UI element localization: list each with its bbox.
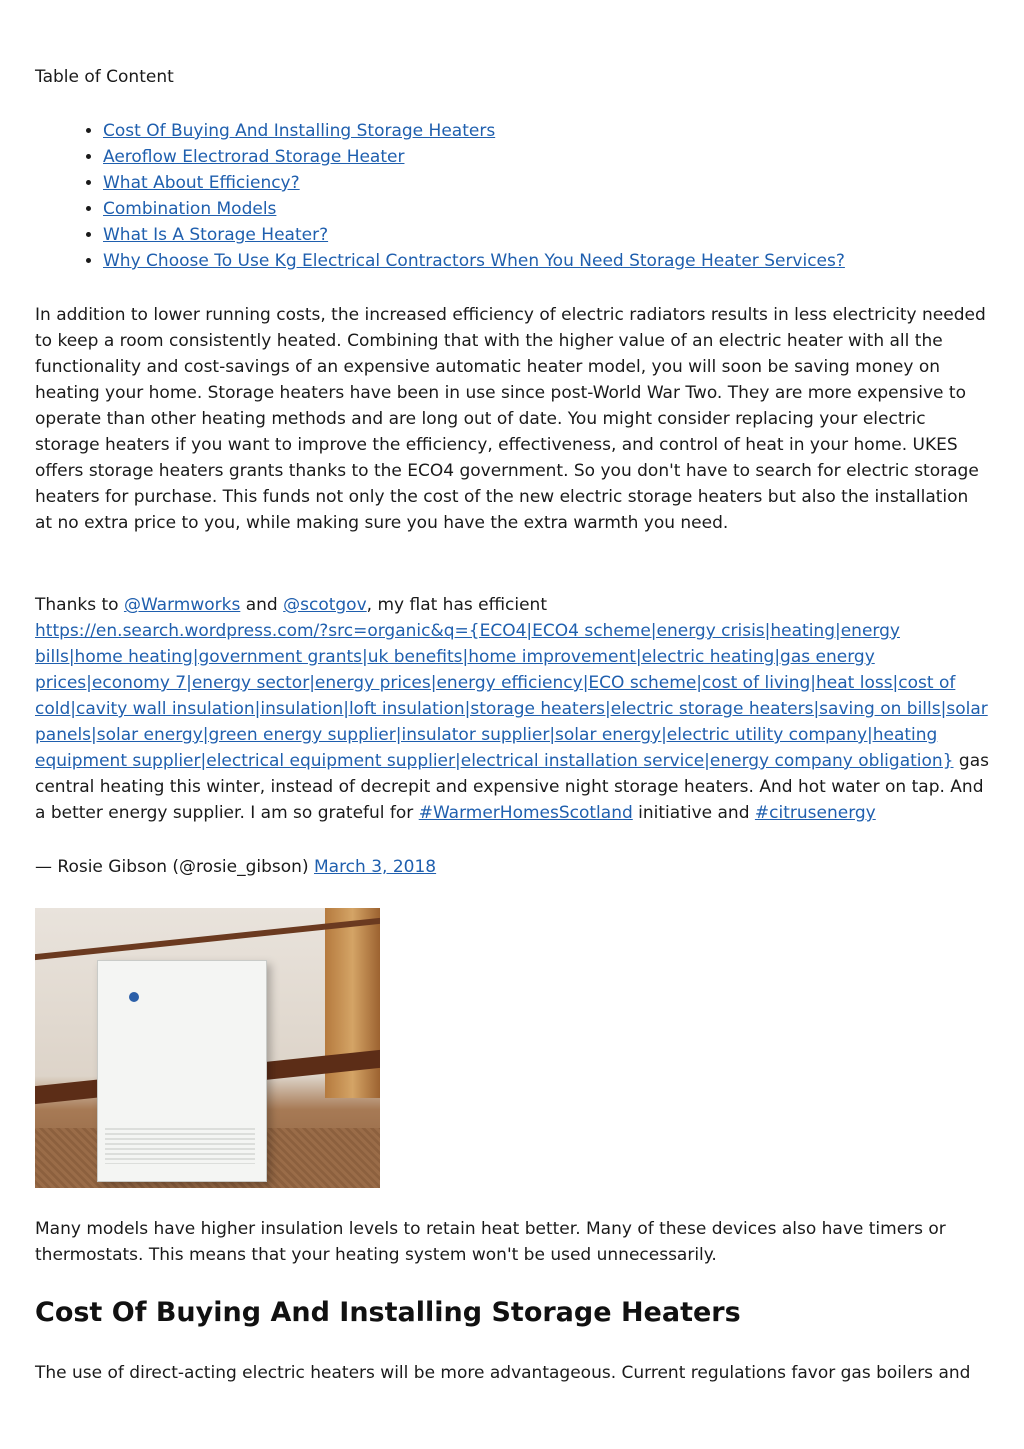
toc-item — [103, 144, 989, 170]
tweet-signature — [35, 854, 989, 880]
toc-item — [103, 222, 989, 248]
hashtag-citrusenergy-link[interactable]: #citrusenergy — [754, 803, 876, 823]
toc-title: Table of Content — [35, 67, 174, 87]
toc-item — [103, 248, 989, 274]
tweet-text: initiative and — [632, 803, 755, 823]
tweet-text: and — [240, 595, 284, 615]
toc-link-combination-models[interactable]: Combination Models — [103, 199, 277, 219]
heater-grill — [105, 1128, 255, 1164]
tweet-text: Thanks to — [35, 595, 124, 615]
embedded-tweet — [35, 592, 989, 826]
storage-heater-photo — [35, 908, 380, 1188]
toc-link-cost-of-buying[interactable]: Cost Of Buying And Installing Storage Heaters — [103, 121, 496, 141]
toc-link-aeroflow[interactable]: Aeroflow Electrorad Storage Heater — [103, 147, 405, 167]
hashtag-warmerhomesscotland-link[interactable]: #WarmerHomesScotland — [418, 803, 633, 823]
insulation-paragraph: Many models have higher insulation levels to retain heat better. Many of these devices also have timers or thermostats. This means that your heating system won't be used unnecessarily. — [35, 1219, 946, 1265]
toc-link-why-choose-kg[interactable]: Why Choose To Use Kg Electrical Contractors When You Need Storage Heater Services? — [103, 251, 845, 271]
spacer — [35, 564, 989, 592]
mention-scotgov-link[interactable]: @scotgov — [283, 595, 367, 615]
heater-logo-icon — [129, 992, 139, 1002]
toc-item — [103, 170, 989, 196]
section-paragraph: The use of direct-acting electric heaters will be more advantageous. Current regulations favor gas boilers and — [35, 1363, 971, 1383]
table-of-contents — [35, 118, 989, 274]
toc-item — [103, 196, 989, 222]
tweet-author: — Rosie Gibson (@rosie_gibson) — [35, 857, 314, 877]
mention-warmworks-link[interactable]: @Warmworks — [123, 595, 241, 615]
toc-item — [103, 118, 989, 144]
search-link[interactable]: https://en.search.wordpress.com/?src=organic&q={ECO4|ECO4 scheme|energy crisis|heating|energy bills|home heating|government grants|uk benefits|home improvement|electric heating|gas energy prices|economy 7|energy sector|energy prices|energy efficiency|ECO scheme|cost of living|heat loss|cost of cold|cavity wall insulation|insulation|loft insulation|storage heaters|electric storage heaters|saving on bills|solar panels|solar energy|green energy supplier|insulator supplier|solar energy|electric utility company|heating equipment supplier|electrical equipment supplier|electrical installation service|energy company obligation} — [35, 621, 988, 771]
intro-paragraph: In addition to lower running costs, the increased efficiency of electric radiators results in less electricity needed to keep a room consistently heated. Combining that with the higher value of an electric heater with all the functionality and cost-savings of an expensive automatic heater model, you will soon be saving money on heating your home. Storage heaters have been in use since post-World War Two. They are more expensive to operate than other heating methods and are long out of date. You might consider replacing your electric storage heaters if you want to improve the efficiency, effectiveness, and control of heat in your home. UKES offers storage heaters grants thanks to the ECO4 government. So you don't have to search for electric storage heaters for purchase. This funds not only the cost of the new electric storage heaters but also the installation at no extra price to you, while making sure you have the extra warmth you need. — [35, 305, 986, 533]
tweet-date-link[interactable]: March 3, 2018 — [313, 857, 437, 877]
section-heading: Cost Of Buying And Installing Storage Heaters — [35, 1297, 741, 1328]
tweet-text: , my flat has efficient — [366, 595, 547, 615]
toc-link-what-is-storage-heater[interactable]: What Is A Storage Heater? — [103, 225, 329, 245]
toc-link-efficiency[interactable]: What About Efficiency? — [103, 173, 300, 193]
tweet-text: gas central heating this winter, instead of decrepit and expensive night storage heaters. And hot water on tap. And a better energy supplier. I am so grateful for — [35, 751, 989, 823]
